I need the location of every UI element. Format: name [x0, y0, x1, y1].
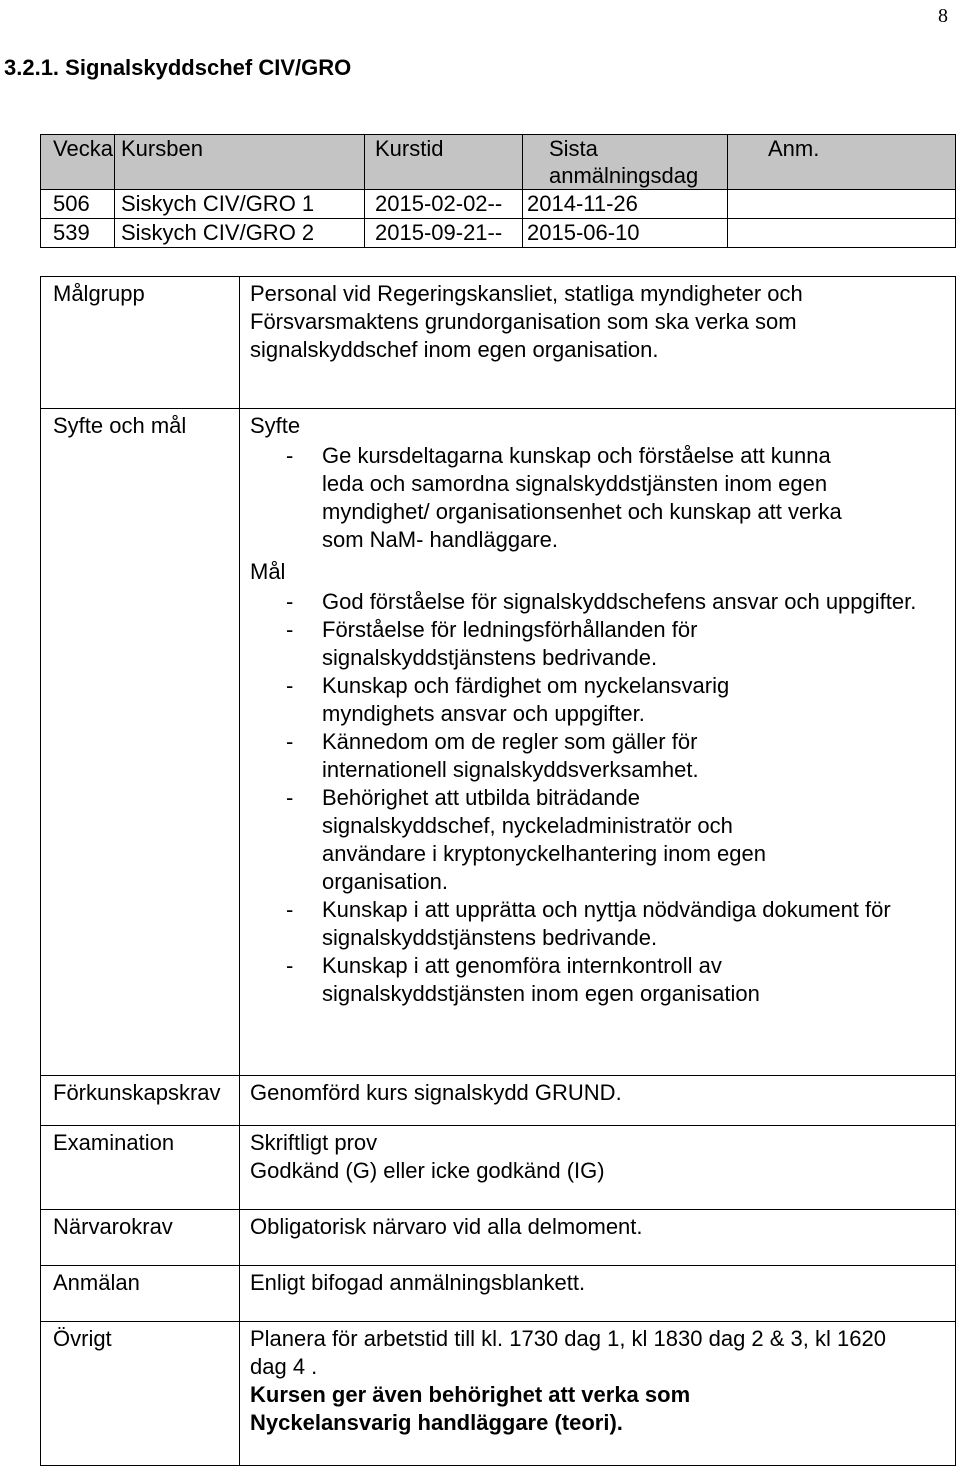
mal-item: Kunskap i att genomföra internkontroll av signalskyddstjänsten inom egen organisation: [322, 953, 760, 1006]
cell-anm: [728, 219, 956, 248]
label-examination: Examination: [41, 1126, 240, 1210]
dash-bullet: -: [286, 785, 294, 810]
mal-item: God förståelse för signalskyddschefens ansvar och uppgifter.: [322, 589, 917, 614]
list-item: [250, 728, 947, 784]
value-syfte-och-mal: [240, 409, 956, 1076]
syfte-heading: Syfte: [250, 413, 301, 438]
label-forkunskapskrav: Förkunskapskrav: [41, 1076, 240, 1126]
cell-kurstid: 2015-02-02--: [365, 190, 523, 219]
cell-kurstid: 2015-09-21--: [365, 219, 523, 248]
header-anm: Anm.: [728, 135, 956, 190]
row-examination: [41, 1126, 956, 1210]
section-title: 3.2.1. Signalskyddschef CIV/GRO: [4, 55, 352, 80]
row-forkunskapskrav: [41, 1076, 956, 1126]
cell-kursben: Siskych CIV/GRO 1: [115, 190, 365, 219]
dash-bullet: -: [286, 617, 294, 642]
list-item: [250, 442, 947, 554]
mal-item: Förståelse för ledningsförhållanden för signalskyddstjänstens bedrivande.: [322, 617, 698, 670]
examination-line: Godkänd (G) eller icke godkänd (IG): [250, 1158, 605, 1183]
malgrupp-text: Personal vid Regeringskansliet, statliga myndigheter och Försvarsmaktens grundorganisation som ska verka som signalskyddschef inom egen organisation.: [250, 281, 803, 362]
course-info-table: [40, 276, 956, 1466]
ovrigt-bold-text: Kursen ger även behörighet att verka som Nyckelansvarig handläggare (teori).: [250, 1382, 691, 1435]
row-syfte-och-mal: [41, 409, 956, 1076]
mal-heading: Mål: [250, 559, 286, 584]
header-vecka: Vecka: [41, 135, 115, 190]
header-kursben: Kursben: [115, 135, 365, 190]
mal-item: Kännedom om de regler som gäller för internationell signalskyddsverksamhet.: [322, 729, 699, 782]
syfte-item: Ge kursdeltagarna kunskap och förståelse att kunna leda och samordna signalskyddstjänsten inom egen myndighet/ organisationsenhet och kunskap att verka som NaM- handläggare.: [322, 443, 842, 552]
course-table-header-row: [41, 135, 956, 190]
cell-vecka: 506: [41, 190, 115, 219]
list-item: [250, 616, 947, 672]
dash-bullet: -: [286, 673, 294, 698]
label-malgrupp: Målgrupp: [41, 277, 240, 409]
value-anmalan: Enligt bifogad anmälningsblankett.: [240, 1266, 956, 1322]
list-item: [250, 672, 947, 728]
header-sista-anmalningsdag-text: Sista anmälningsdag: [549, 136, 699, 188]
label-anmalan: Anmälan: [41, 1266, 240, 1322]
course-schedule-table: [40, 134, 956, 248]
dash-bullet: -: [286, 897, 294, 922]
table-row: [41, 190, 956, 219]
dash-bullet: -: [286, 589, 294, 614]
mal-item: Kunskap i att upprätta och nyttja nödvändiga dokument för signalskyddstjänstens bedrivande.: [322, 897, 891, 950]
value-narvarokrav: Obligatorisk närvaro vid alla delmoment.: [240, 1210, 956, 1266]
cell-kursben: Siskych CIV/GRO 2: [115, 219, 365, 248]
header-kurstid: Kurstid: [365, 135, 523, 190]
dash-bullet: -: [286, 953, 294, 978]
cell-anm: [728, 190, 956, 219]
row-ovrigt: [41, 1322, 956, 1466]
mal-item: Kunskap och färdighet om nyckelansvarig myndighets ansvar och uppgifter.: [322, 673, 730, 726]
value-examination: [240, 1126, 956, 1210]
row-narvarokrav: [41, 1210, 956, 1266]
row-anmalan: [41, 1266, 956, 1322]
value-malgrupp: [240, 277, 956, 409]
list-item: [250, 896, 947, 952]
dash-bullet: -: [286, 443, 294, 468]
header-sista-anmalningsdag: [523, 135, 728, 190]
cell-vecka: 539: [41, 219, 115, 248]
table-row: [41, 219, 956, 248]
cell-sista-anmalningsdag: 2014-11-26: [523, 190, 728, 219]
label-ovrigt: Övrigt: [41, 1322, 240, 1466]
list-item: [250, 784, 947, 896]
page-number: 8: [938, 5, 948, 27]
mal-item: Behörighet att utbilda biträdande signalskyddschef, nyckeladministratör och användare i kryptonyckelhantering inom egen organisation.: [322, 785, 766, 894]
dash-bullet: -: [286, 729, 294, 754]
list-item: [250, 588, 947, 616]
cell-sista-anmalningsdag: 2015-06-10: [523, 219, 728, 248]
label-narvarokrav: Närvarokrav: [41, 1210, 240, 1266]
value-ovrigt: [240, 1322, 956, 1466]
value-forkunskapskrav: Genomförd kurs signalskydd GRUND.: [240, 1076, 956, 1126]
row-malgrupp: [41, 277, 956, 409]
label-syfte-och-mal: Syfte och mål: [41, 409, 240, 1076]
examination-line: Skriftligt prov: [250, 1130, 378, 1155]
ovrigt-text: Planera för arbetstid till kl. 1730 dag 1, kl 1830 dag 2 & 3, kl 1620 dag 4 .: [250, 1326, 886, 1379]
list-item: [250, 952, 947, 1008]
